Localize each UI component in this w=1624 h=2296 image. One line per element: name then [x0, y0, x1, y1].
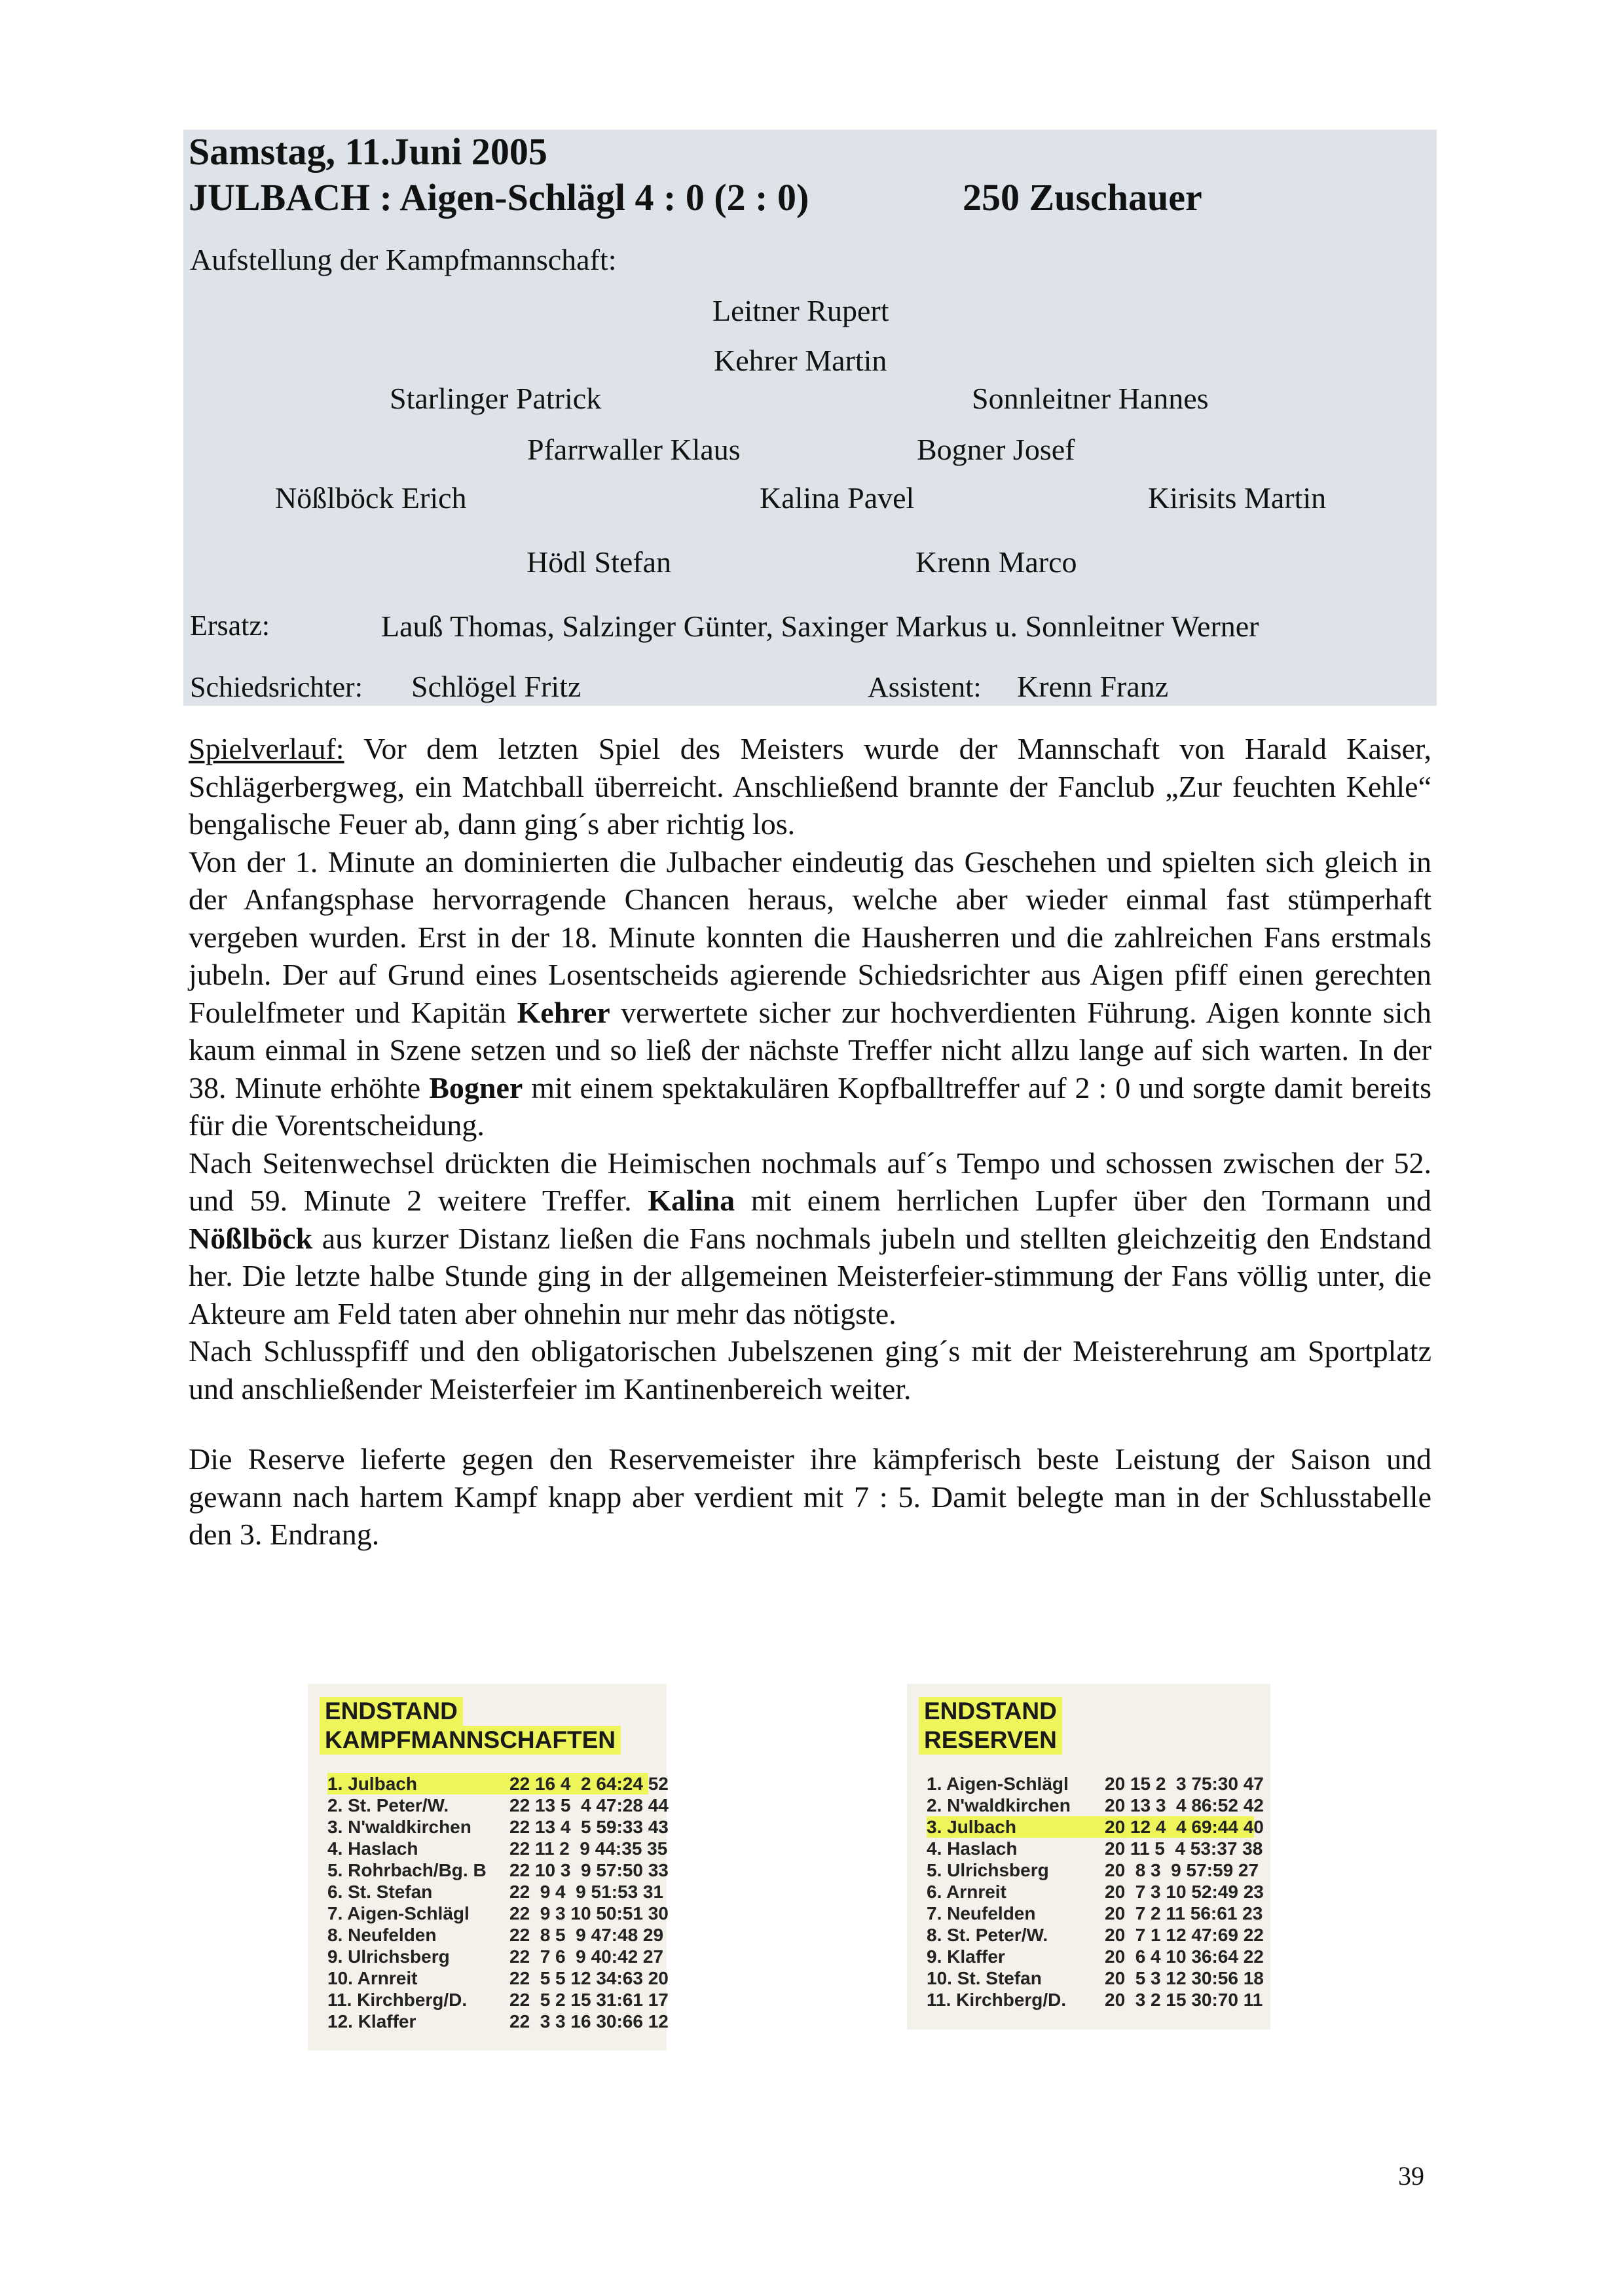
lineup-label: Aufstellung der Kampfmannschaft: [190, 243, 617, 276]
report-heading: Spielverlauf: [189, 732, 344, 765]
page-number: 39 [1398, 2161, 1424, 2191]
player-fw-right: Krenn Marco [915, 545, 1077, 579]
team-name: 9. Klaffer [927, 1946, 1005, 1967]
team-name: 3. Julbach [927, 1817, 1016, 1837]
table-row [327, 1946, 664, 1967]
team-stats: 20 3 2 15 30:70 11 [1105, 1990, 1263, 2010]
team-stats: 22 9 4 9 51:53 31 [509, 1882, 664, 1902]
table-row [327, 1967, 669, 1989]
team-name: 9. Ulrichsberg [327, 1946, 450, 1967]
team-name: 1. Aigen-Schlägl [927, 1774, 1069, 1794]
table-row [927, 1903, 1263, 1924]
table-row [927, 1924, 1264, 1946]
standings-rows [927, 1773, 1264, 2011]
team-stats: 20 7 2 11 56:61 23 [1105, 1903, 1263, 1923]
player-mid-center-left: Pfarrwaller Klaus [527, 433, 741, 466]
player-fw-left: Hödl Stefan [526, 545, 672, 579]
team-stats: 20 15 2 3 75:30 47 [1105, 1774, 1264, 1794]
team-stats: 22 7 6 9 40:42 27 [509, 1946, 664, 1967]
team-name: 10. St. Stefan [927, 1968, 1042, 1988]
player-mid-right: Kirisits Martin [1148, 481, 1327, 515]
standings-title-2: KAMPFMANNSCHAFTEN [320, 1726, 621, 1755]
subs-names: Lauß Thomas, Salzinger Günter, Saxinger Markus u. Sonnleitner Werner [381, 610, 1259, 643]
team-stats: 22 5 2 15 31:61 17 [509, 1990, 669, 2010]
team-name: 8. Neufelden [327, 1925, 437, 1945]
team-stats: 22 10 3 9 57:50 33 [509, 1860, 669, 1880]
subs-label: Ersatz: [190, 610, 270, 642]
referee-label: Schiedsrichter: [190, 671, 363, 703]
team-stats: 20 6 4 10 36:64 22 [1105, 1946, 1264, 1967]
assistant-label: Assistent: [868, 671, 982, 703]
table-row [927, 1816, 1264, 1838]
match-result: JULBACH : Aigen-Schlägl 4 : 0 (2 : 0) [189, 176, 809, 219]
team-stats: 20 12 4 4 69:44 40 [1105, 1817, 1264, 1837]
team-name: 2. N'waldkirchen [927, 1795, 1071, 1815]
report-paragraph-1: Spielverlauf: Vor dem letzten Spiel des Meisters wurde der Mannschaft von Harald Kaiser, Schlägerbergweg, ein Matchball überreicht. Anschließend brannte der Fanclub „Zur feuchten Kehle“ bengalische Feuer ab, dann ging´s aber richtig los. [189, 732, 1431, 841]
team-name: 11. Kirchberg/D. [927, 1990, 1067, 2010]
team-stats: 22 13 5 4 47:28 44 [509, 1795, 669, 1815]
player-def-right: Sonnleitner Hannes [972, 382, 1209, 415]
table-row [927, 1881, 1264, 1903]
team-stats: 22 9 3 10 50:51 30 [509, 1903, 669, 1923]
team-name: 11. Kirchberg/D. [327, 1990, 468, 2010]
team-stats: 22 13 4 5 59:33 43 [509, 1817, 669, 1837]
team-stats: 22 8 5 9 47:48 29 [509, 1925, 664, 1945]
team-name: 5. Ulrichsberg [927, 1860, 1049, 1880]
table-row [327, 1924, 664, 1946]
team-stats: 20 11 5 4 53:37 38 [1105, 1838, 1263, 1859]
team-name: 3. N'waldkirchen [327, 1817, 471, 1837]
team-stats: 22 3 3 16 30:66 12 [509, 2011, 669, 2032]
standings-title-2: RESERVEN [919, 1726, 1062, 1755]
table-row [327, 1989, 669, 2011]
team-name: 6. Arnreit [927, 1882, 1006, 1902]
table-row [927, 1773, 1264, 1795]
table-row [327, 1838, 668, 1859]
table-row [927, 1795, 1264, 1816]
team-name: 2. St. Peter/W. [327, 1795, 449, 1815]
table-row [927, 1946, 1264, 1967]
table-row [327, 1773, 669, 1795]
team-stats: 20 7 1 12 47:69 22 [1105, 1925, 1264, 1945]
table-row [327, 1881, 664, 1903]
standings-rows [327, 1773, 669, 2032]
table-row [327, 1816, 669, 1838]
team-name: 7. Aigen-Schlägl [327, 1903, 470, 1923]
referee-name: Schlögel Fritz [411, 670, 581, 703]
assistant-name: Krenn Franz [1017, 670, 1169, 703]
team-name: 12. Klaffer [327, 2011, 416, 2032]
team-name: 4. Haslach [927, 1838, 1018, 1859]
table-row [927, 1859, 1259, 1881]
team-name: 8. St. Peter/W. [927, 1925, 1048, 1945]
match-report [189, 730, 1431, 1554]
team-stats: 20 13 3 4 86:52 42 [1105, 1795, 1264, 1815]
player-mid-left: Nößlböck Erich [275, 481, 467, 515]
player-goalkeeper: Leitner Rupert [712, 294, 889, 327]
report-paragraph-4: Nach Schlusspfiff und den obligatorischen Jubelszenen ging´s mit der Meisterehrung am Sportplatz und anschließender Meisterfeier im Kantinenbereich weiter. [189, 1334, 1431, 1406]
report-paragraph-3: Nach Seitenwechsel drückten die Heimischen nochmals auf´s Tempo und schossen zwischen der 52. und 59. Minute 2 weitere Treffer. Kalina mit einem herrlichen Lupfer über den Tormann und Nößlböck aus kurzer Distanz ließen die Fans nochmals jubeln und stellten gleichzeitig den Endstand her. Die letzte halbe Stunde ging in der allgemeinen Meisterfeier-stimmung der Fans völlig unter, die Akteure am Feld taten aber ohnehin nur mehr das nötigste. [189, 1146, 1432, 1330]
player-mid-center-right: Bogner Josef [917, 433, 1075, 466]
team-stats: 20 8 3 9 57:59 27 [1105, 1860, 1259, 1880]
team-stats: 22 11 2 9 44:35 35 [509, 1838, 668, 1859]
player-mid-center: Kalina Pavel [760, 481, 915, 515]
team-name: 5. Rohrbach/Bg. B [327, 1860, 487, 1880]
match-date: Samstag, 11.Juni 2005 [189, 130, 547, 173]
table-row [327, 1859, 669, 1881]
team-name: 4. Haslach [327, 1838, 418, 1859]
player-def-left: Starlinger Patrick [390, 382, 602, 415]
team-stats: 20 7 3 10 52:49 23 [1105, 1882, 1264, 1902]
team-stats: 20 5 3 12 30:56 18 [1105, 1968, 1264, 1988]
standings-title-1: ENDSTAND [919, 1697, 1062, 1726]
table-row [927, 1989, 1263, 2011]
team-name: 7. Neufelden [927, 1903, 1036, 1923]
team-stats: 22 16 4 2 64:24 52 [509, 1774, 669, 1794]
standings-title-1: ENDSTAND [320, 1697, 463, 1726]
table-row [927, 1838, 1263, 1859]
team-name: 10. Arnreit [327, 1968, 418, 1988]
table-row [327, 2011, 669, 2032]
team-stats: 22 5 5 12 34:63 20 [509, 1968, 669, 1988]
table-row [327, 1903, 669, 1924]
player-libero: Kehrer Martin [714, 344, 887, 377]
standings-reserve [907, 1684, 1270, 2030]
spectators: 250 Zuschauer [963, 176, 1202, 219]
reserve-paragraph: Die Reserve lieferte gegen den Reservemeister ihre kämpferisch beste Leistung der Saison und gewann nach hartem Kampf knapp aber verdient mit 7 : 5. Damit belegte man in der Schlusstabelle den 3. Endrang. [189, 1442, 1431, 1551]
report-paragraph-2: Von der 1. Minute an dominierten die Julbacher eindeutig das Geschehen und spielten sich gleich in der Anfangsphase hervorragende Chancen heraus, welche aber wieder einmal fast stümperhaft vergeben wurden. Erst in der 18. Minute konnten die Hausherren und die zahlreichen Fans erstmals jubeln. Der auf Grund eines Losentscheids agierende Schiedsrichter aus Aigen pfiff einen gerechten Foulelfmeter und Kapitän Kehrer verwertete sicher zur hochverdienten Führung. Aigen konnte sich kaum einmal in Szene setzen und so ließ der nächste Treffer nicht allzu lange auf sich warten. In der 38. Minute erhöhte Bogner mit einem spektakulären Kopfballtreffer auf 2 : 0 und sorgte damit bereits für die Vorentscheidung. [189, 845, 1432, 1142]
table-row [927, 1967, 1264, 1989]
team-name: 1. Julbach [327, 1774, 417, 1794]
standings-kampfmannschaft [308, 1684, 667, 2050]
table-row [327, 1795, 669, 1816]
team-name: 6. St. Stefan [327, 1882, 433, 1902]
